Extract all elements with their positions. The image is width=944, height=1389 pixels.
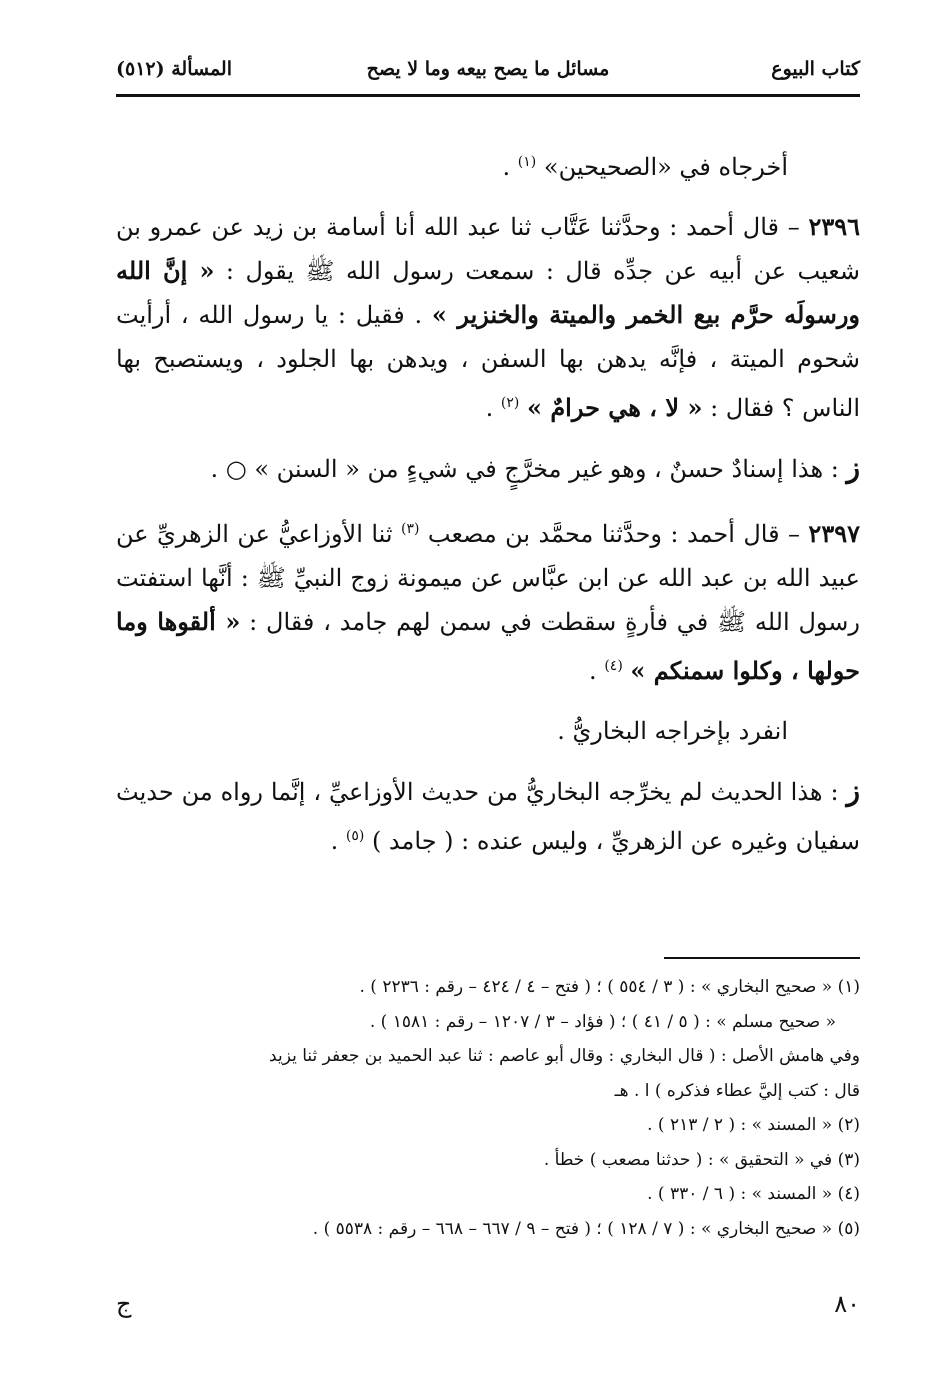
text: . xyxy=(330,827,346,855)
footnote-3: (٣) في « التحقيق » : ( حدثنا مصعب ) خطأ . xyxy=(543,1149,860,1170)
page-footer xyxy=(116,1290,860,1330)
hadith-quote: « لا ، هي حرامٌ » xyxy=(526,393,703,422)
hadith-2397 xyxy=(116,507,860,693)
paragraph-bukhari: انفرد بإخراجه البخاريُّ . xyxy=(557,717,788,745)
footnote-1-continued: « صحيح مسلم » : ( ٥ / ٤١ ) ؛ ( فؤاد – ٣ / ١٢٠٧ – رقم : ١٥٨١ ) . xyxy=(369,1011,836,1032)
text: أخرجاه في «الصحيحين» xyxy=(543,153,788,181)
footnote-5: (٥) « صحيح البخاري » : ( ٧ / ١٢٨ ) ؛ ( فتح – ٩ / ٦٦٧ – ٦٦٨ – رقم : ٥٥٣٨ ) . xyxy=(312,1218,860,1239)
hadith-quote: « ألقوها وما حولها ، وكلوا سمنكم » xyxy=(116,607,860,685)
text: . فقيل : يا رسول الله ، أرأيت شحوم الميتة ، فإنَّه يدهن بها السفن ، ويدهن بها الجلود ، ويستصبح بها الناس ؟ فقال : xyxy=(116,301,860,422)
text: . xyxy=(502,153,511,181)
text: – قال أحمد : وحدَّثنا عَتَّاب ثنا عبد الله أنا أسامة بن زيد عن عمرو بن شعيب عن أبيه عن جدِّه قال : سمعت رسول الله ﷺ يقول : xyxy=(116,213,860,285)
footnote-1: (١) « صحيح البخاري » : ( ٣ / ٥٥٤ ) ؛ ( فتح – ٤ / ٤٢٤ – رقم : ٢٢٣٦ ) . xyxy=(359,977,860,997)
hadith-number: ٢٣٩٧ xyxy=(808,519,860,548)
footnote-1-continued: وفي هامش الأصل : ( قال البخاري : وقال أبو عاصم : ثنا عبد الحميد بن جعفر ثنا يزيد xyxy=(269,1046,860,1066)
text: : هذا الحديث لم يخرِّجه البخاريُّ من حديث الأوزاعيِّ ، إنَّما رواه من حديث سفيان وغيره عن الزهريِّ ، وليس عنده : ( جامد ) xyxy=(116,778,860,855)
hadith-2396 xyxy=(116,205,860,430)
zay-mark: ز xyxy=(846,451,860,484)
book-title: كتاب البيوع xyxy=(771,58,860,80)
footnote-separator xyxy=(664,957,860,959)
footnote-2: (٢) « المسند » : ( ٢ / ٢١٣ ) . xyxy=(647,1115,860,1135)
zawaid-note-1 xyxy=(116,446,860,491)
page-number: ٨٠ xyxy=(834,1290,860,1318)
zawaid-note-2 xyxy=(116,769,860,863)
footnote-ref: (٣) xyxy=(400,521,420,537)
text: . xyxy=(485,394,501,422)
text: ثنا الأوزاعيُّ عن الزهريِّ عن عبيد الله بن عبد الله عن ابن عبَّاس عن ميمونة زوج النبيِّ ﷺ : أنَّها استفتت رسول الله ﷺ في فأرةٍ سقطت في سمن لهم جامد ، فقال : xyxy=(116,520,860,636)
hadith-quote: « إنَّ الله ورسولَه حرَّم بيع الخمر والميتة والخنزير » xyxy=(116,256,860,329)
text: . xyxy=(589,657,605,685)
footnote-ref: (٢) xyxy=(500,395,520,411)
chapter-title: مسائل ما يصح بيعه وما لا يصح xyxy=(366,58,610,80)
text: – قال أحمد : وحدَّثنا محمَّد بن مصعب xyxy=(419,520,809,548)
paragraph-intro xyxy=(116,140,860,189)
main-text xyxy=(116,140,860,863)
signature-mark: ج xyxy=(116,1290,132,1318)
footnotes xyxy=(116,970,860,1246)
footnote-4: (٤) « المسند » : ( ٦ / ٣٣٠ ) . xyxy=(647,1184,860,1204)
footnote-1-continued: قال : كتب إليَّ عطاء فذكره ) ا . هـ xyxy=(614,1080,860,1101)
footnote-ref: (٤) xyxy=(604,658,623,674)
footnote-ref: (١) xyxy=(517,154,537,170)
header-rule xyxy=(116,94,860,97)
zay-mark: ز xyxy=(846,774,860,807)
issue-number: المسألة (٥١٢) xyxy=(116,58,232,80)
running-header xyxy=(116,50,860,90)
hadith-number: ٢٣٩٦ xyxy=(808,212,860,241)
text: : هذا إسنادٌ حسنٌ ، وهو غير مخرَّجٍ في شيءٍ من « السنن » ○ . xyxy=(210,455,847,483)
footnote-ref: (٥) xyxy=(345,828,365,844)
